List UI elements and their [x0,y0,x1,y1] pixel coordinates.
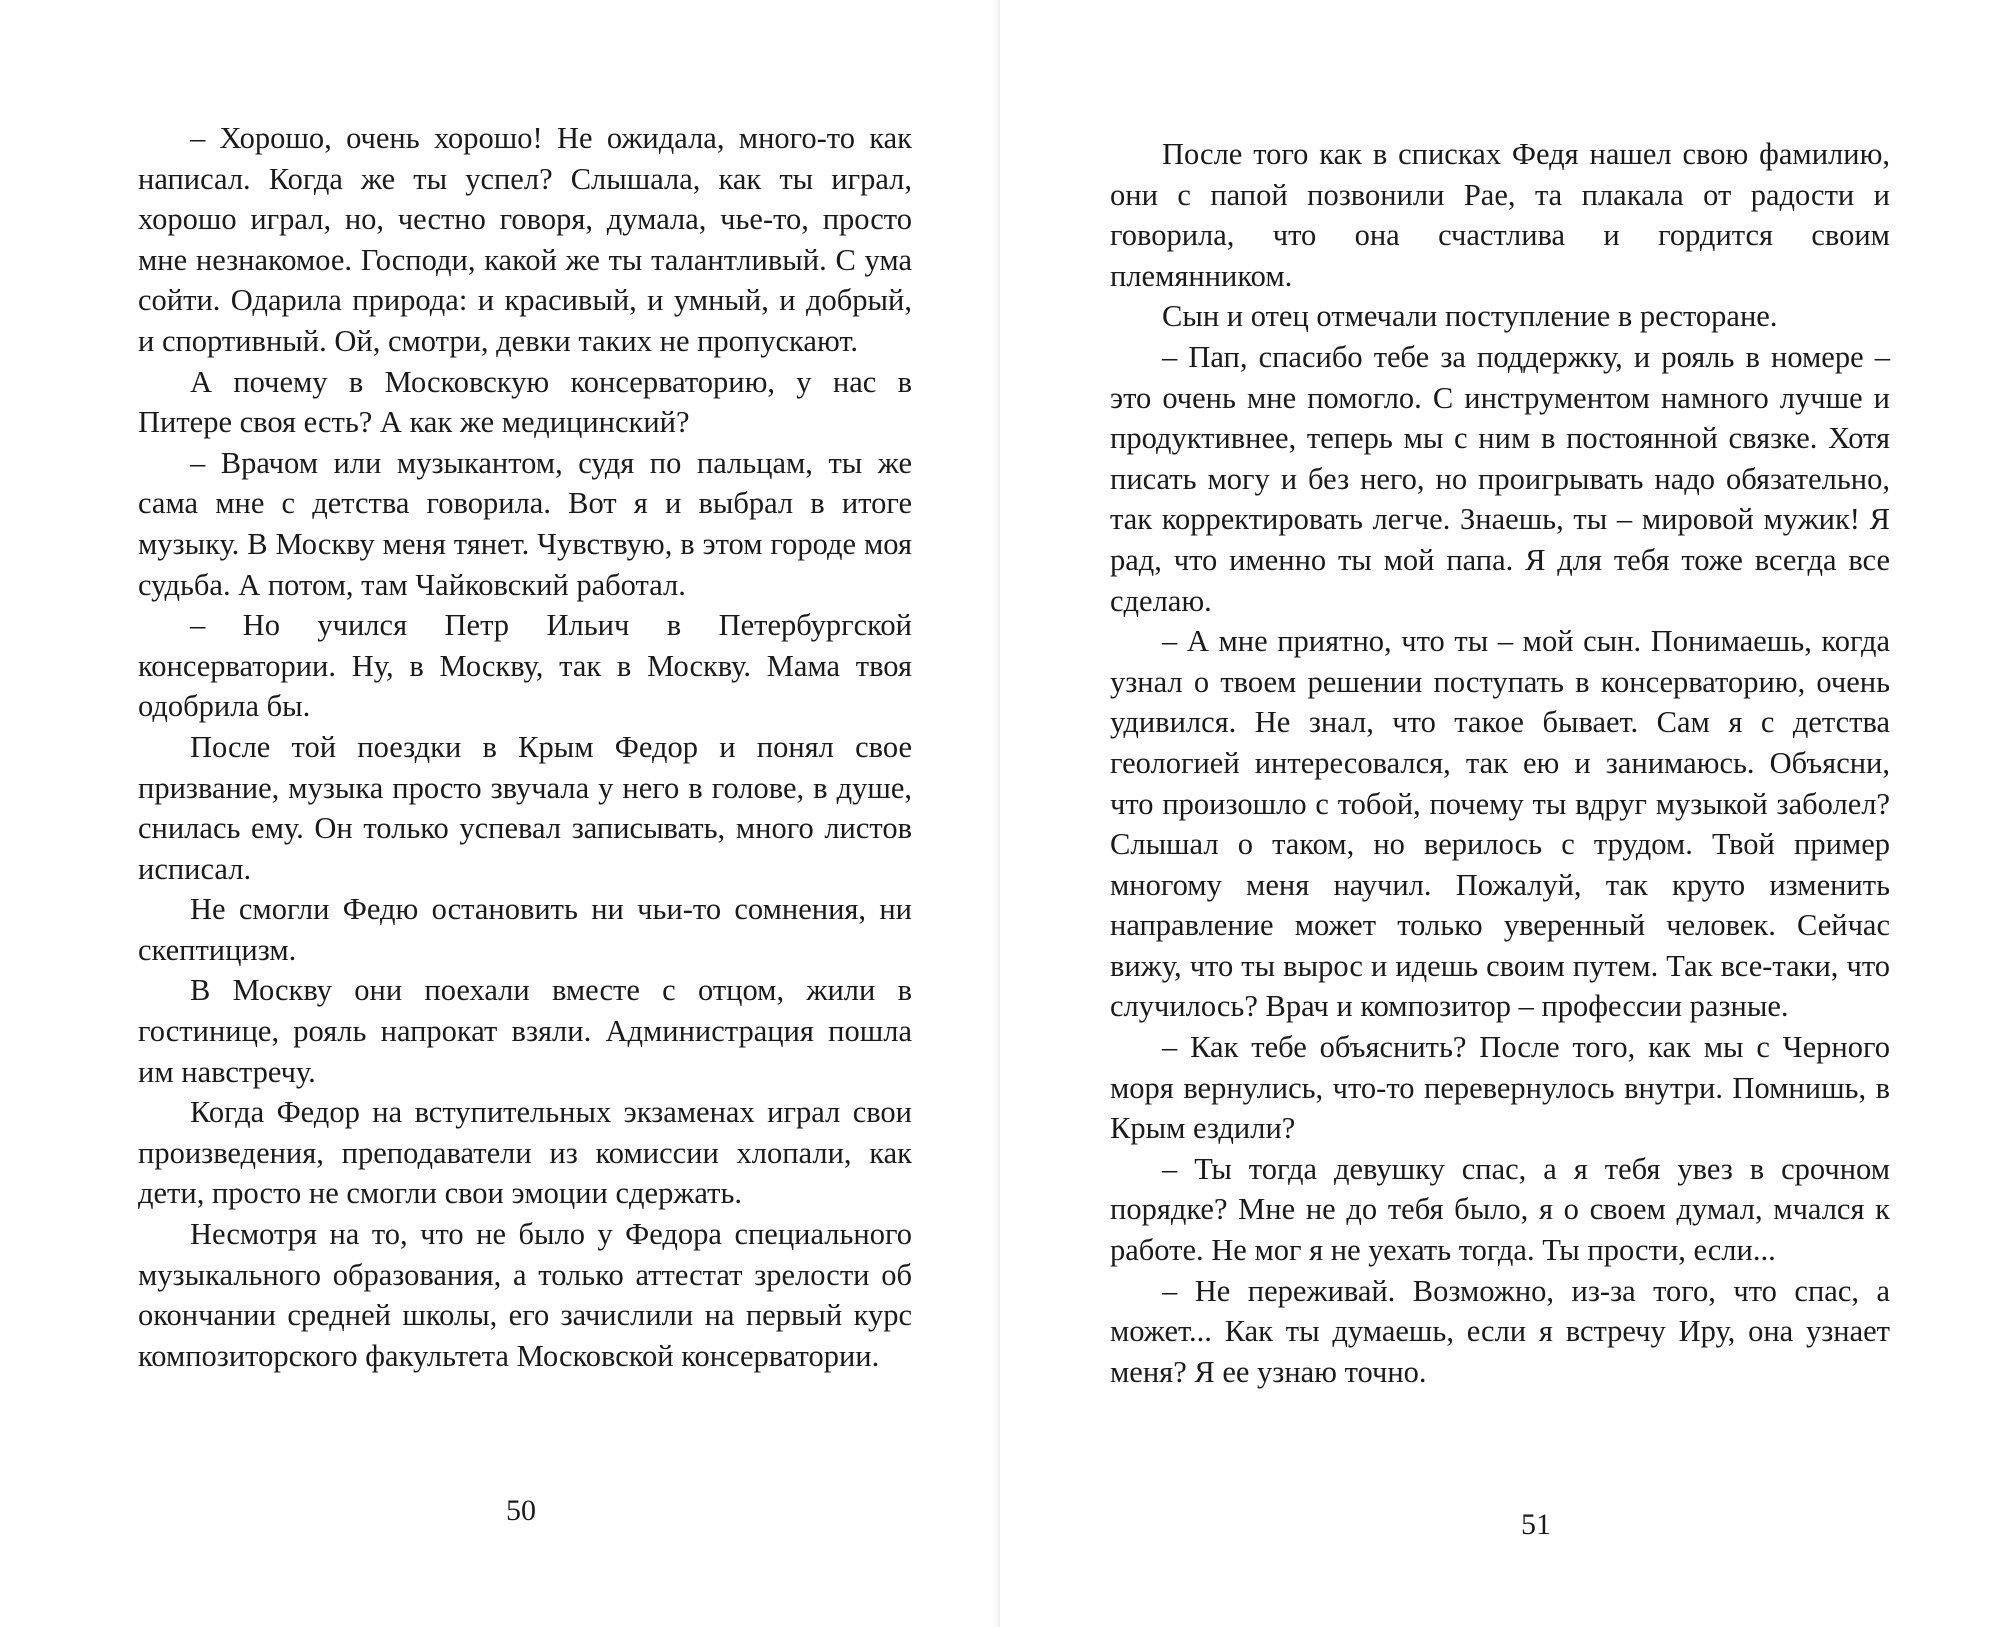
paragraph: – Как тебе объяснить? После того, как мы с Черного моря вернулись, что-то перевернулось внутри. Помнишь, в Крым ездили? [1110,1030,1890,1146]
right-page [1000,0,2000,1627]
paragraph: – Но учился Петр Ильич в Петербургской консерватории. Ну, в Москву, так в Москву. Мама твоя одобрила бы. [138,608,912,724]
paragraph: – Пап, спасибо тебе за поддержку, и рояль в номере – это очень мне помогло. С инструментом намного лучше и продуктивнее, теперь мы с ним в постоянной связке. Хотя писать могу и без него, но проигрывать надо обязательно, так корректировать легче. Знаешь, ты – мировой мужик! Я рад, что именно ты мой папа. Я для тебя тоже всегда все сделаю. [1110,339,1890,618]
paragraph: – Ты тогда девушку спас, а я тебя увез в срочном порядке? Мне не до тебя было, я о своем думал, мчался к работе. Не мог я не уехать тогда. Ты прости, если... [1110,1151,1890,1268]
left-page-text [138,118,912,1376]
paragraph: В Москву они поехали вместе с отцом, жили в гостинице, рояль напрокат взяли. Администрация пошла им навстречу. [138,973,912,1089]
page-number-right: 51 [1521,1508,1551,1541]
paragraph: После той поездки в Крым Федор и понял свое призвание, музыка просто звучала у него в голове, в душе, снилась ему. Он только успевал записывать, много листов исписал. [138,729,912,886]
paragraph: Не смогли Федю остановить ни чьи-то сомнения, ни скептицизм. [138,892,912,967]
paragraph: – Хорошо, очень хорошо! Не ожидала, много-то как написал. Когда же ты успел? Слышала, как ты играл, хорошо играл, но, честно говоря, думала, чье-то, просто мне незнакомое. Господи, какой же ты талантливый. С ума сойти. Одарила природа: и красивый, и умный, и добрый, и спортивный. Ой, смотри, девки таких не пропускают. [138,121,912,358]
paragraph: После того как в списках Федя нашел свою фамилию, они с папой позвонили Рае, та плакала от радости и говорила, что она счастлива и гордится своим племянником. [1110,137,1890,293]
paragraph: Несмотря на то, что не было у Федора специального музыкального образования, а только аттестат зрелости об окончании средней школы, его зачислили на первый курс композиторского факультета Московской консерватории. [138,1217,912,1373]
paragraph: – А мне приятно, что ты – мой сын. Понимаешь, когда узнал о твоем решении поступать в консерваторию, очень удивился. Не знал, что такое бывает. Сам я с детства геологией интересовался, так ею и занимаюсь. Объясни, что произошло с тобой, почему ты вдруг музыкой заболел? Слышал о таком, но верилось с трудом. Твой пример многому меня научил. Пожалуй, так круто изменить направление может только уверенный человек. Сейчас вижу, что ты вырос и идешь своим путем. Так все-таки, что случилось? Врач и композитор – профессии разные. [1110,624,1890,1024]
paragraph: – Врачом или музыкантом, судя по пальцам, ты же сама мне с детства говорила. Вот я и выбрал в итоге музыку. В Москву меня тянет. Чувствую, в этом городе моя судьба. А потом, там Чайковский работал. [138,445,912,602]
paragraph: Сын и отец отмечали поступление в ресторане. [1162,299,1778,334]
right-page-text [1110,134,1890,1392]
paragraph: – Не переживай. Возможно, из-за того, что спас, а может... Как ты думаешь, если я встречу Иру, она узнает меня? Я ее узнаю точно. [1110,1273,1890,1389]
paragraph: Когда Федор на вступительных экзаменах играл свои произведения, преподаватели из комиссии хлопали, как дети, просто не смогли свои эмоции сдержать. [138,1095,912,1211]
paragraph: А почему в Московскую консерваторию, у нас в Питере своя есть? А как же медицинский? [138,364,912,440]
page-number-left: 50 [506,1494,536,1527]
